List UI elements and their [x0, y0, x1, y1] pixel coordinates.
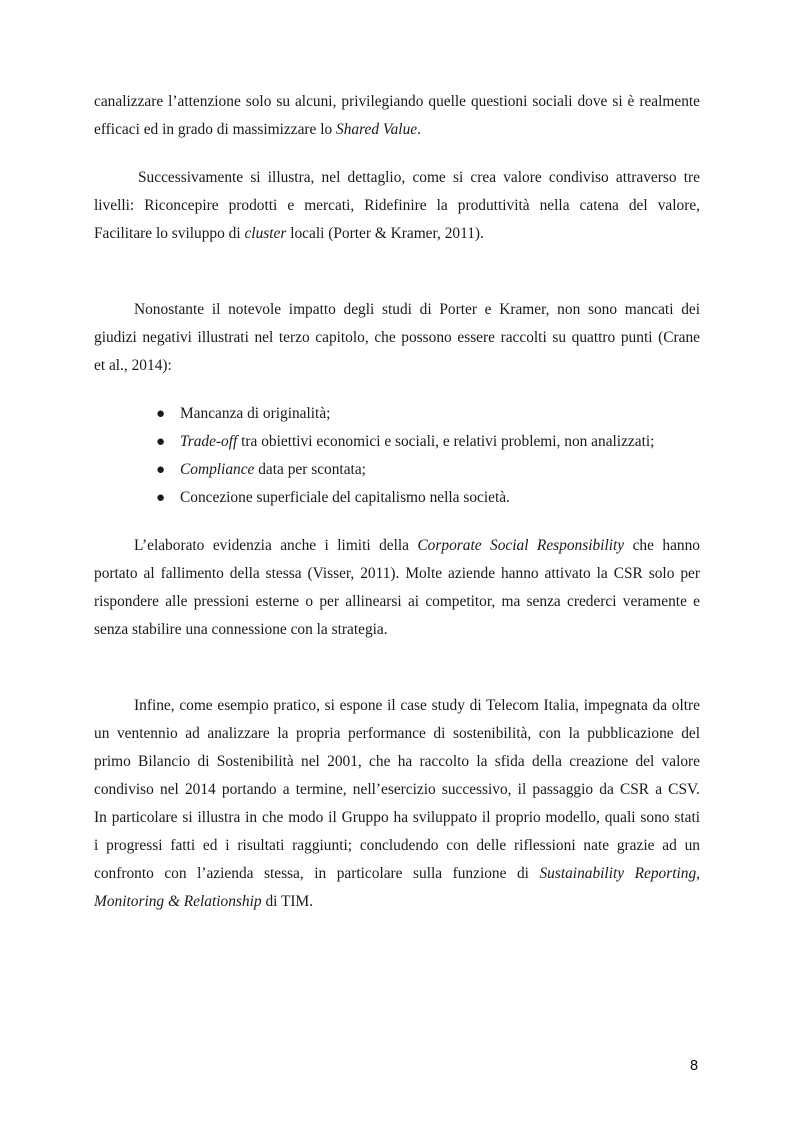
text-run: . [417, 121, 421, 138]
paragraph-critique [94, 296, 700, 380]
page-number: 8 [690, 1058, 699, 1074]
paragraph-telecom [94, 692, 700, 916]
text-line: giudizi negativi illustrati nel terzo capitolo, che possono essere raccolti su quattro punti (Crane [94, 329, 700, 346]
paragraph-levels [94, 164, 700, 248]
italic-term: Sustainability Reporting, [539, 865, 700, 882]
text-line: portato al fallimento della stessa (Visser, 2011). Molte aziende hanno attivato la CSR solo per [94, 565, 700, 582]
text-run: efficaci ed in grado di massimizzare lo [94, 121, 337, 138]
text-line: senza stabilire una connessione con la strategia. [94, 621, 388, 638]
text-run: confronto con l’azienda stessa, in particolare sulla funzione di [94, 865, 540, 882]
bullet-icon: ● [156, 434, 166, 450]
text-line: livelli: Riconcepire prodotti e mercati, Ridefinire la produttività nella catena del valore, [94, 197, 700, 214]
list-item-text: tra obiettivi economici e sociali, e relativi problemi, non analizzati; [237, 433, 655, 450]
text-line: Infine, come esempio pratico, si espone il case study di Telecom Italia, impegnata da oltre [134, 697, 700, 714]
bullet-icon: ● [156, 490, 166, 506]
italic-term: Corporate Social Responsibility [417, 537, 625, 554]
text-line: canalizzare l’attenzione solo su alcuni, privilegiando quelle questioni sociali dove si è realmente [94, 93, 700, 110]
italic-term: cluster [244, 225, 287, 242]
text-run: locali (Porter & Kramer, 2011). [286, 225, 484, 242]
text-line [94, 860, 700, 888]
list-item-text: data per scontata; [254, 461, 366, 478]
document-body [94, 88, 700, 916]
list-item-text: Mancanza di originalità; [180, 405, 331, 422]
list-item [94, 484, 700, 512]
text-run: di TIM. [261, 893, 314, 910]
text-line: et al., 2014): [94, 357, 172, 374]
list-item-text: Concezione superficiale del capitalismo nella società. [180, 489, 510, 506]
text-line: rispondere alle pressioni esterne o per allinearsi ai competitor, ma senza crederci veramente e [94, 593, 700, 610]
bullet-icon: ● [156, 462, 166, 478]
text-line: i progressi fatti ed i risultati raggiunti; concludendo con delle riflessioni nate grazie ad un [94, 837, 700, 854]
list-item [94, 428, 700, 456]
text-line [94, 116, 700, 144]
text-run: che hanno [624, 537, 700, 554]
paragraph-intro [94, 88, 700, 144]
bullet-icon: ● [156, 406, 166, 422]
text-line: primo Bilancio di Sostenibilità nel 2001, che ha raccolto la sfida della creazione del valore [94, 753, 700, 770]
text-run: Facilitare lo sviluppo di [94, 225, 245, 242]
text-line: Nonostante il notevole impatto degli studi di Porter e Kramer, non sono mancati dei [134, 301, 700, 318]
text-line: condiviso nel 2014 portando a termine, nell’esercizio successivo, il passaggio da CSR a CSV. [94, 781, 700, 798]
italic-term: Shared Value [336, 121, 418, 138]
list-item [94, 456, 700, 484]
text-line: un ventennio ad analizzare la propria performance di sostenibilità, con la pubblicazione del [94, 725, 700, 742]
text-run: L’elaborato evidenzia anche i limiti della [134, 537, 418, 554]
text-line [94, 532, 700, 560]
paragraph-csr [94, 532, 700, 644]
text-line: In particolare si illustra in che modo il Gruppo ha sviluppato il proprio modello, quali sono stati [94, 809, 700, 826]
italic-term: Monitoring & Relationship [94, 893, 262, 910]
text-line [94, 220, 700, 248]
italic-term: Trade-off [180, 433, 238, 450]
italic-term: Compliance [180, 461, 255, 478]
criticism-list [94, 400, 700, 512]
text-line: Successivamente si illustra, nel dettaglio, come si crea valore condiviso attraverso tre [138, 169, 700, 186]
text-line [94, 888, 700, 916]
list-item [94, 400, 700, 428]
